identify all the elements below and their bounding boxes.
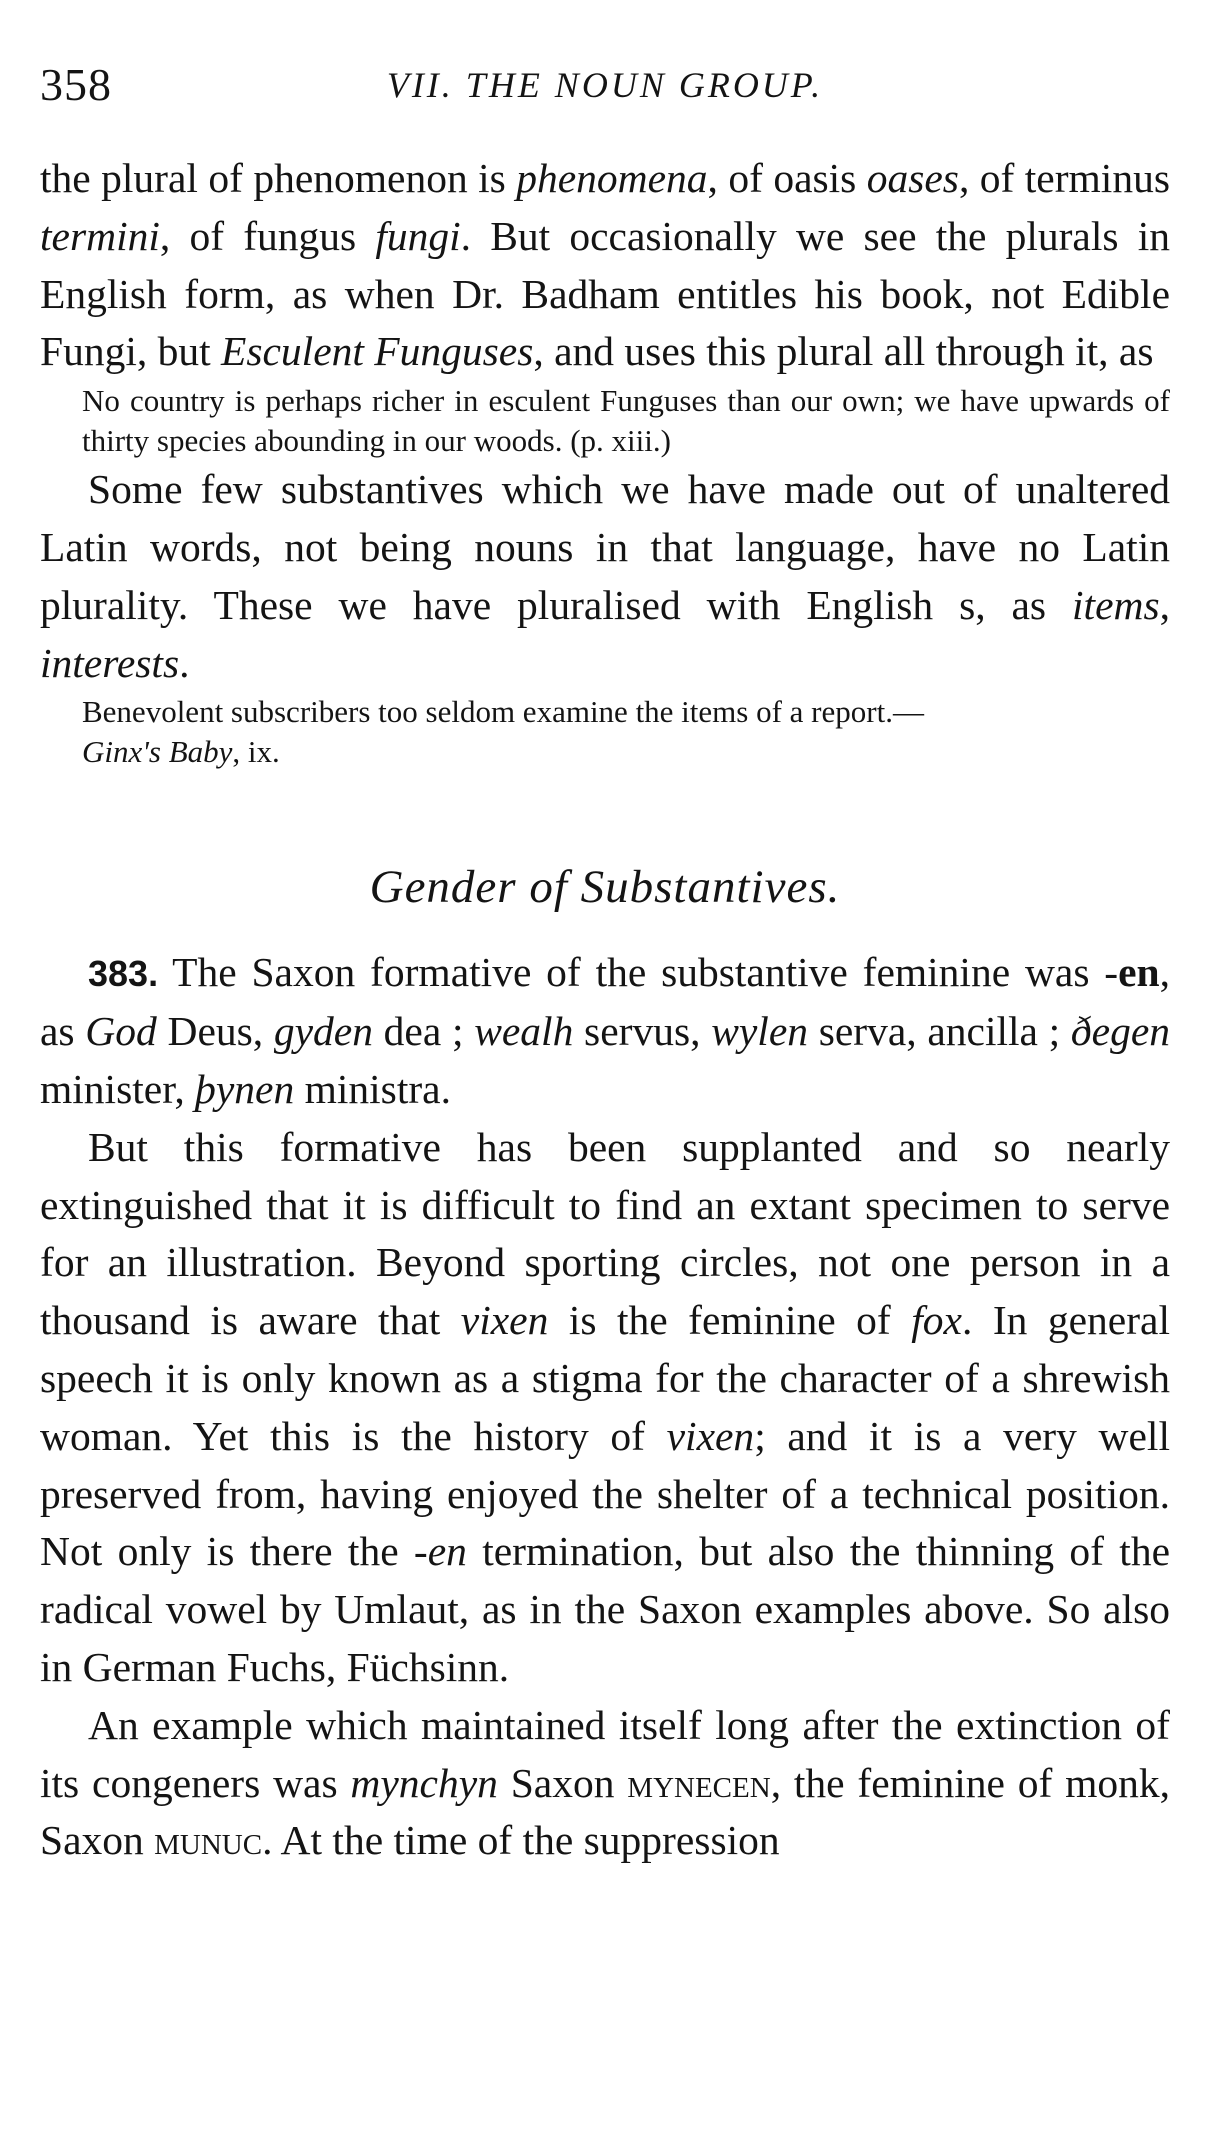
italic-term: mynchyn xyxy=(350,1759,498,1806)
italic-term: God xyxy=(85,1008,157,1055)
text-run: . xyxy=(179,639,190,686)
text-run: But this formative has been supplanted and so nearly extinguished that it is difficult to find an extant specimen to serve for an illustration. Beyond sporting circles, not one person in a thousand is aware that xyxy=(40,1123,1170,1344)
paragraph-383 xyxy=(40,944,1170,1118)
italic-term: wylen xyxy=(711,1008,808,1055)
page-header xyxy=(40,58,1170,118)
text-run: Deus, xyxy=(156,1008,274,1055)
small-caps-term: mynecen xyxy=(627,1759,771,1806)
text-run: ministra. xyxy=(294,1065,451,1112)
text-run: , of oasis xyxy=(707,155,867,201)
text-run: , the feminine of monk, Saxon xyxy=(40,1759,1170,1864)
italic-term: vixen xyxy=(666,1412,755,1459)
text-run: serva, ancilla ; xyxy=(808,1008,1071,1055)
quote-source-title: Ginx's Baby xyxy=(82,734,233,770)
italic-term: phenomena xyxy=(516,155,708,201)
page-body xyxy=(40,150,1170,1870)
italic-term: fungi xyxy=(375,212,461,259)
text-run: , and uses this plural all through it, as xyxy=(533,328,1154,375)
italic-term: þynen xyxy=(195,1065,295,1112)
italic-term: gyden xyxy=(273,1008,373,1055)
text-run: the plural of phenomenon is xyxy=(40,155,517,201)
italic-term: items xyxy=(1072,581,1160,628)
quote-source-ref: , ix. xyxy=(232,734,280,770)
italic-term: ðegen xyxy=(1070,1008,1170,1055)
page-number: 358 xyxy=(40,59,112,110)
text-run: , of terminus xyxy=(958,155,1170,201)
text-run: , xyxy=(1159,581,1170,628)
text-run: . In general speech it is only known as a stigma for the character of a shrewish woman. Yet this is the history of xyxy=(40,1297,1170,1459)
text-run: is the feminine of xyxy=(548,1297,912,1344)
text-run: , of fungus xyxy=(159,212,376,259)
section-heading: Gender of Substantives. xyxy=(369,861,841,914)
text-run: An example which maintained itself long after the extinction of its congeners was xyxy=(40,1701,1170,1806)
quote-text: Benevolent subscribers too seldom examine the items of a report.— xyxy=(82,694,924,730)
italic-term: vixen xyxy=(460,1297,549,1344)
italic-term: wealh xyxy=(474,1008,574,1055)
small-caps-term: munuc xyxy=(154,1817,263,1864)
text-run: , as xyxy=(40,949,1170,1055)
quote-text: No country is perhaps richer in esculent Funguses than our own; we have upwards of thirty species abounding in our woods. (p. xiii.) xyxy=(82,383,1170,459)
paragraph-vixen xyxy=(40,1119,1170,1697)
paragraph-mynchyn xyxy=(40,1697,1170,1870)
running-head: VII. THE NOUN GROUP. xyxy=(386,65,824,105)
italic-term: termini xyxy=(40,212,160,259)
italic-term: interests xyxy=(40,639,180,686)
italic-term: fox xyxy=(911,1297,962,1344)
bold-suffix: en xyxy=(1118,949,1160,996)
italic-suffix: en xyxy=(427,1528,467,1575)
paragraph-plurals xyxy=(40,150,1170,381)
text-run: The Saxon formative of the substantive feminine was - xyxy=(158,949,1119,996)
quote-ginx xyxy=(40,692,1170,772)
text-run: minister, xyxy=(40,1065,196,1112)
italic-term: oases xyxy=(866,155,959,201)
text-run: termination, but also the thinning of the radical vowel by Umlaut, as in the Saxon examples above. So also in German Fuchs, Füchsinn. xyxy=(40,1528,1171,1690)
quote-badham xyxy=(40,381,1170,461)
italic-book-title: Esculent Funguses xyxy=(221,328,534,375)
text-run: Saxon xyxy=(497,1759,628,1806)
text-run: Some few substantives which we have made out of unaltered Latin words, not being nouns in that language, have no Latin plurality. These we have pluralised with English s, as xyxy=(40,466,1170,628)
text-run: . But occasionally we see the plurals in English form, as when Dr. Badham entitles his book, not Edible Fungi, but xyxy=(40,212,1170,375)
text-run: dea ; xyxy=(372,1008,475,1055)
paragraph-number: 383. xyxy=(88,953,159,995)
paragraph-latin-words xyxy=(40,461,1170,692)
text-run: servus, xyxy=(573,1008,712,1055)
text-run: ; and it is a very well preserved from, having enjoyed the shelter of a technical position. Not only is there the - xyxy=(40,1412,1170,1575)
text-run: . At the time of the suppression xyxy=(262,1817,780,1864)
